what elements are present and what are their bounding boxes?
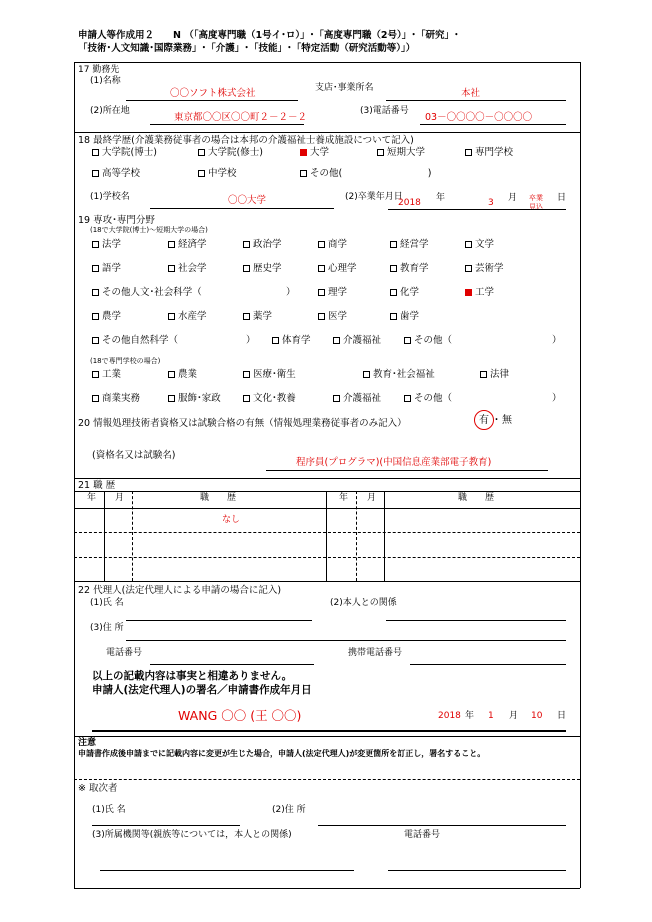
s19-opt2[interactable]: 商業実務 (92, 394, 140, 404)
checkbox-icon (92, 371, 99, 378)
s22-tel-label: 電話番号 (106, 648, 143, 658)
s19-opt[interactable]: 心理学 (318, 264, 357, 274)
s18-opt-junior-college[interactable]: 短期大学 (377, 148, 425, 158)
checkbox-icon (168, 395, 175, 402)
s19-opt-engineering[interactable]: 工学 (465, 288, 494, 298)
s19-opt[interactable]: 経済学 (168, 240, 207, 250)
s18-grad-year[interactable]: 2018 (398, 198, 421, 208)
s19-opt2-other[interactable]: その他（ (404, 394, 452, 404)
s18-opt-high-school[interactable]: 高等学校 (92, 169, 140, 179)
agent-top-rule (74, 779, 580, 780)
checkbox-icon (390, 289, 397, 296)
s18-opt-other[interactable]: その他( ) (300, 169, 431, 179)
frame-right (580, 62, 581, 888)
checkbox-icon (168, 265, 175, 272)
s17-branch-underline (386, 100, 566, 101)
checkbox-icon (92, 170, 99, 177)
s20-qual-label: (資格名又は試験名) (92, 450, 176, 461)
s21-col-sep (384, 491, 385, 581)
checkbox-icon (318, 265, 325, 272)
s19-opt[interactable]: 社会学 (168, 264, 207, 274)
s19-opt[interactable]: 歯学 (390, 312, 419, 322)
s17-name-underline (126, 100, 298, 101)
checkbox-icon (465, 241, 472, 248)
s20-title: 20 情報処理技術者資格又は試験合格の有無（情報処理業務従事者のみ記入） (78, 418, 407, 429)
agent-addr-underline (318, 825, 566, 826)
s19-opt[interactable]: 経営学 (390, 240, 429, 250)
s20-qual-value[interactable]: 程序員(プログラマ)(中国信息産業部電子教育) (296, 457, 492, 468)
checkbox-icon (465, 149, 472, 156)
checkbox-icon (480, 371, 487, 378)
checkbox-checked-icon (465, 289, 472, 296)
s21-top-rule (74, 478, 580, 479)
s22-name-label: (1)氏 名 (90, 598, 124, 608)
s19-opt[interactable]: 商学 (318, 240, 347, 250)
checkbox-icon (243, 313, 250, 320)
s19-opt[interactable]: 芸術学 (465, 264, 504, 274)
s21-col-job-2: 職 歴 (458, 493, 495, 503)
s18-title: 18 最終学歴(介護業務従事者の場合は本邦の介護福祉士養成施設について記入) (78, 135, 414, 146)
decl-line1: 以上の記載内容は事実と相違ありません。 (92, 670, 293, 682)
checkbox-icon (92, 395, 99, 402)
s17-branch-label: 支店･事業所名 (315, 83, 374, 93)
checkbox-icon (390, 241, 397, 248)
s19-opt2[interactable]: 服飾･家政 (168, 394, 221, 404)
agent-tel-label: 電話番号 (404, 830, 441, 840)
s21-bottom-rule (74, 581, 580, 582)
s18-month-unit: 月 (508, 193, 518, 203)
checkbox-icon (333, 337, 340, 344)
s19-paren-close: ） (552, 335, 562, 346)
s20-sep: ･ (494, 415, 499, 426)
checkbox-icon (168, 241, 175, 248)
checkbox-icon (168, 313, 175, 320)
checkbox-icon (198, 170, 205, 177)
agent-org-label: (3)所属機関等(親族等については，本人との関係) (92, 830, 292, 840)
s17-bottom-rule (74, 132, 580, 133)
agent-org-underline (100, 870, 354, 871)
s22-tel-underline (150, 664, 314, 665)
s18-opt-doctor[interactable]: 大学院(博士) (92, 148, 157, 158)
s21-header-bottom (74, 508, 580, 509)
s19-paren-close: ） (246, 335, 256, 346)
s18-grad-note1: 卒業 (529, 194, 543, 202)
frame-left (74, 62, 75, 888)
s19-opt[interactable]: 語学 (92, 264, 121, 274)
decl-signature[interactable]: WANG 〇〇 (王 〇〇) (178, 708, 302, 723)
decl-day[interactable]: 10 (531, 711, 543, 721)
checkbox-icon (363, 371, 370, 378)
s17-tel-underline (420, 124, 566, 125)
checkbox-icon (404, 337, 411, 344)
s21-header-rule (74, 491, 580, 492)
checkbox-icon (243, 395, 250, 402)
s19-opt2[interactable]: 教育･社会福祉 (363, 370, 435, 380)
s21-row1[interactable]: なし (222, 515, 241, 525)
decl-month[interactable]: 1 (488, 711, 494, 721)
s19-opt[interactable]: 体育学 (272, 336, 311, 346)
s17-title: 17 勤務先 (78, 65, 120, 75)
checkbox-icon (92, 313, 99, 320)
s18-school-value[interactable]: 〇〇大学 (228, 195, 267, 206)
s17-name-label: (1)名称 (90, 76, 121, 86)
s20-no[interactable]: 無 (502, 415, 512, 426)
s21-row-rule (74, 557, 580, 558)
s19-opt[interactable]: 教育学 (390, 264, 429, 274)
form-header-line1: 申請人等作成用２ N （「高度専門職（1号イ･ロ）」･「高度専門職（2号）」･「研究」･ (78, 30, 459, 41)
s21-row-rule (74, 532, 580, 533)
decl-month-unit: 月 (509, 711, 519, 721)
s20-yes[interactable]: 有 (479, 415, 489, 426)
s19-opt2[interactable]: 文化･教養 (243, 394, 296, 404)
s17-tel-label: (3)電話番号 (360, 106, 409, 116)
s19-opt2[interactable]: 法律 (480, 370, 509, 380)
s21-col-month: 月 (115, 493, 125, 503)
s19-opt-other[interactable]: その他（ (404, 336, 452, 346)
checkbox-checked-icon (300, 149, 307, 156)
s19-opt[interactable]: 文学 (465, 240, 494, 250)
s18-year-unit: 年 (436, 193, 446, 203)
s21-col-year-2: 年 (339, 493, 349, 503)
s18-opt-university[interactable]: 大学 (300, 148, 329, 158)
checkbox-icon (92, 289, 99, 296)
checkbox-icon (318, 241, 325, 248)
s17-addr-label: (2)所在地 (90, 106, 130, 116)
s22-addr-underline (126, 640, 566, 641)
agent-tel-underline (388, 870, 566, 871)
s18-opt-vocational[interactable]: 専門学校 (465, 148, 513, 158)
checkbox-icon (333, 395, 340, 402)
s18-opt-junior-high[interactable]: 中学校 (198, 169, 237, 179)
decl-year-unit: 年 (465, 711, 475, 721)
frame-top (74, 62, 580, 63)
decl-bottom-rule (74, 736, 580, 737)
s19-paren-close: ） (552, 393, 562, 404)
checkbox-icon (198, 149, 205, 156)
s19-sub1: (18で大学院(博士)～短期大学の場合) (90, 226, 208, 234)
checkbox-icon (243, 241, 250, 248)
s19-opt[interactable]: 歴史学 (243, 264, 282, 274)
decl-year[interactable]: 2018 (438, 711, 461, 721)
s22-title: 22 代理人(法定代理人による申請の場合に記入) (78, 585, 282, 596)
checkbox-icon (404, 395, 411, 402)
s22-rel-label: (2)本人との関係 (330, 598, 397, 608)
checkbox-icon (272, 337, 279, 344)
s19-opt2[interactable]: 医療･衛生 (243, 370, 296, 380)
checkbox-icon (92, 241, 99, 248)
s19-opt[interactable]: 政治学 (243, 240, 282, 250)
s19-title: 19 専攻･専門分野 (78, 215, 155, 226)
s19-opt-other-natural[interactable]: その他自然科学（ (92, 336, 178, 346)
checkbox-icon (92, 149, 99, 156)
s21-col-sep (132, 491, 133, 581)
s18-grad-underline (388, 209, 566, 210)
s19-opt[interactable]: 理学 (318, 288, 347, 298)
s19-opt[interactable]: 化学 (390, 288, 419, 298)
agent-addr-label: (2)住 所 (272, 805, 306, 815)
s17-tel-value[interactable]: 03－〇〇〇〇－〇〇〇〇 (425, 112, 533, 123)
s18-grad-note2: 見込 (529, 203, 543, 211)
s20-qual-underline (266, 470, 548, 471)
s21-col-sep (356, 491, 357, 581)
s21-title: 21 職 歴 (78, 480, 116, 491)
s19-opt2[interactable]: 農業 (168, 370, 197, 380)
s19-opt[interactable]: 医学 (318, 312, 347, 322)
checkbox-icon (168, 371, 175, 378)
s22-mobile-label: 携帯電話番号 (348, 648, 403, 658)
checkbox-icon (465, 265, 472, 272)
s21-col-sep (104, 491, 105, 581)
s18-day-unit: 日 (557, 193, 567, 203)
checkbox-icon (92, 337, 99, 344)
checkbox-icon (377, 149, 384, 156)
s19-opt[interactable]: 薬学 (243, 312, 272, 322)
s19-opt[interactable]: 法学 (92, 240, 121, 250)
s22-rel-underline (386, 620, 566, 621)
s17-addr-underline (150, 124, 304, 125)
checkbox-icon (318, 313, 325, 320)
frame-bottom (74, 888, 580, 889)
s17-addr-value[interactable]: 東京都〇〇区〇〇町２－２－２ (174, 112, 308, 123)
s19-opt[interactable]: 介護福祉 (333, 336, 381, 346)
checkbox-icon (243, 265, 250, 272)
decl-line2: 申請人(法定代理人)の署名／申請書作成年月日 (92, 684, 312, 696)
s22-name-underline (126, 620, 312, 621)
note-title: 注意 (78, 738, 97, 748)
decl-signature-line (92, 730, 566, 732)
s21-col-month-2: 月 (367, 493, 377, 503)
s17-name-value[interactable]: 〇〇ソフト株式会社 (170, 88, 256, 99)
s19-opt[interactable]: 農学 (92, 312, 121, 322)
s18-school-label: (1)学校名 (90, 192, 130, 202)
checkbox-icon (318, 289, 325, 296)
note-text: 申請書作成後申請までに記載内容に変更が生じた場合，申請人(法定代理人)が変更箇所を訂正し，署名すること。 (78, 749, 486, 758)
checkbox-icon (300, 170, 307, 177)
checkbox-icon (92, 265, 99, 272)
checkbox-icon (243, 371, 250, 378)
decl-day-unit: 日 (557, 711, 567, 721)
s21-col-year: 年 (87, 493, 97, 503)
s22-mobile-underline (410, 664, 566, 665)
s18-grad-month[interactable]: 3 (488, 198, 494, 208)
s19-paren-close: ） (286, 287, 296, 298)
agent-name-label: (1)氏 名 (92, 805, 126, 815)
s19-opt[interactable]: 水産学 (168, 312, 207, 322)
s19-opt2[interactable]: 工業 (92, 370, 121, 380)
s18-grad-label: (2)卒業年月日 (345, 192, 403, 202)
checkbox-icon (390, 313, 397, 320)
s18-opt-master[interactable]: 大学院(修士) (198, 148, 263, 158)
checkbox-icon (390, 265, 397, 272)
s19-sub2: (18で専門学校の場合) (90, 357, 161, 365)
s19-opt-other-humanities[interactable]: その他人文･社会科学（ (92, 288, 202, 298)
agent-title: ※ 取次者 (78, 783, 118, 794)
form-header-line2: 「技術･人文知識･国際業務」･「介護」･「技能」･「特定活動（研究活動等）」） (78, 43, 416, 54)
s21-col-job: 職 歴 (200, 493, 237, 503)
s19-opt2[interactable]: 介護福祉 (333, 394, 381, 404)
s17-branch-value[interactable]: 本社 (461, 88, 481, 99)
s21-mid-sep (326, 491, 327, 581)
agent-name-underline (92, 825, 240, 826)
s18-school-underline (150, 208, 334, 209)
s22-addr-label: (3)住 所 (90, 623, 124, 633)
